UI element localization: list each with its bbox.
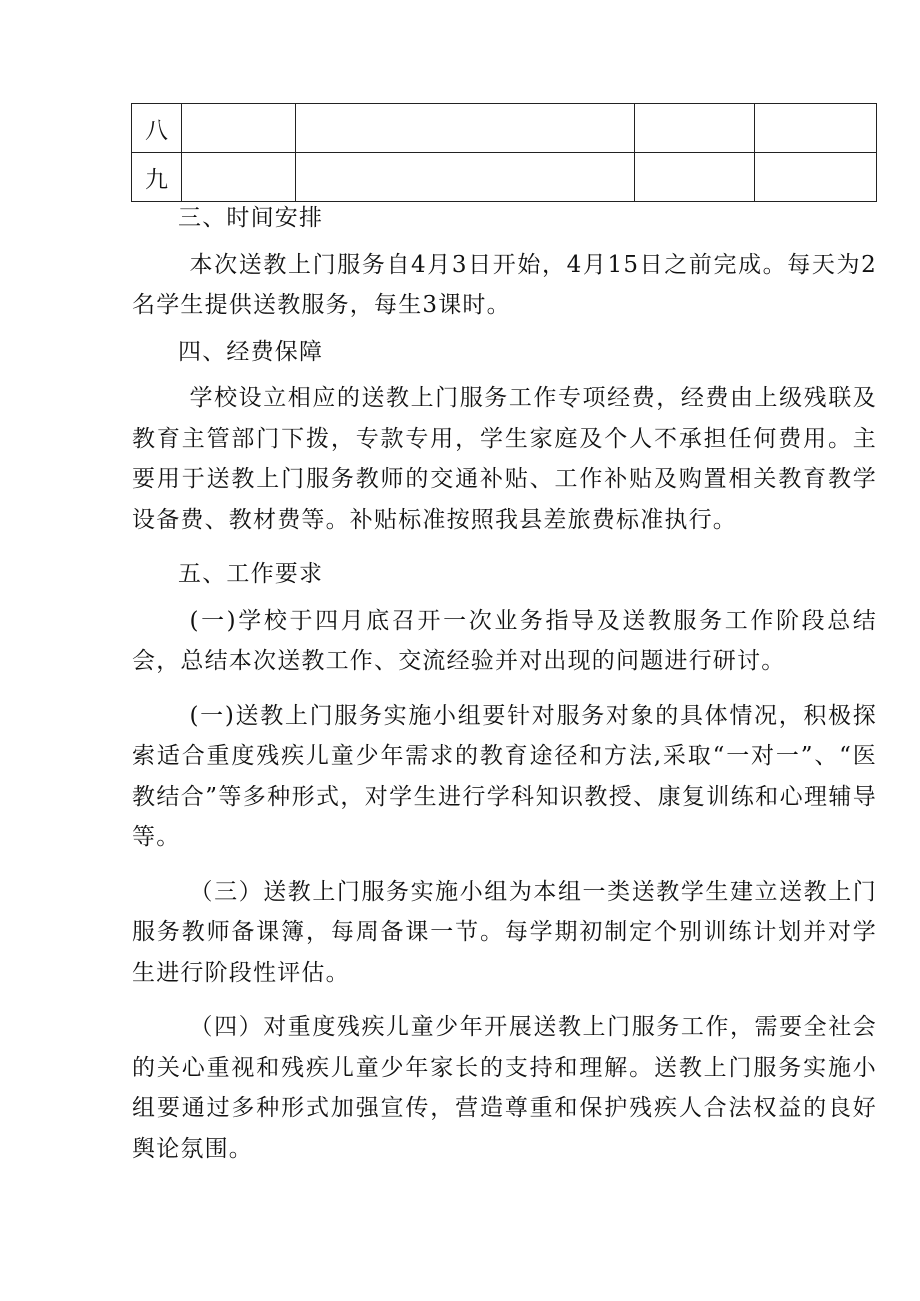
table-cell (182, 153, 296, 202)
table-cell (635, 104, 755, 153)
table-cell (635, 153, 755, 202)
table-cell (182, 104, 296, 153)
schedule-paragraph: 本次送教上门服务自4月3日开始，4月15日之前完成。每天为2名学生提供送教服务，每生3课时。 (132, 251, 877, 318)
funding-paragraph: 学校设立相应的送教上门服务工作专项经费，经费由上级残联及教育主管部门下拨，专款专用，学生家庭及个人不承担任何费用。主要用于送教上门服务教师的交通补贴、工作补贴及购置相关教育教学设备费、教材费等。补贴标准按照我县差旅费标准执行。 (132, 385, 877, 533)
table-row (132, 153, 877, 202)
document-body (132, 198, 877, 1169)
section-heading-funding: 四、经费保障 (178, 338, 324, 365)
table-cell (755, 153, 877, 202)
requirement-item: （四）对重度残疾儿童少年开展送教上门服务工作，需要全社会的关心重视和残疾儿童少年家长的支持和理解。送教上门服务实施小组要通过多种形式加强宣传，营造尊重和保护残疾人合法权益的良好舆论氛围。 (132, 1014, 877, 1162)
row-number-cell: 八 (132, 104, 182, 153)
requirement-item: （三）送教上门服务实施小组为本组一类送教学生建立送教上门服务教师备课簿，每周备课一节。每学期初制定个别训练计划并对学生进行阶段性评估。 (132, 878, 877, 986)
section-heading-requirements: 五、工作要求 (178, 561, 324, 587)
schedule-table (131, 103, 877, 202)
section-heading-schedule: 三、时间安排 (178, 205, 324, 231)
table-cell (296, 153, 635, 202)
table-cell (755, 104, 877, 153)
requirement-item: (一)送教上门服务实施小组要针对服务对象的具体情况，积极探索适合重度残疾儿童少年需求的教育途径和方法,采取“一对一”、“医教结合”等多种形式，对学生进行学科知识教授、康复训练和心理辅导等。 (132, 702, 877, 850)
row-number-cell: 九 (132, 153, 182, 202)
requirement-item: (一)学校于四月底召开一次业务指导及送教服务工作阶段总结会，总结本次送教工作、交流经验并对出现的问题进行研讨。 (132, 607, 877, 674)
table-row (132, 104, 877, 153)
table-cell (296, 104, 635, 153)
